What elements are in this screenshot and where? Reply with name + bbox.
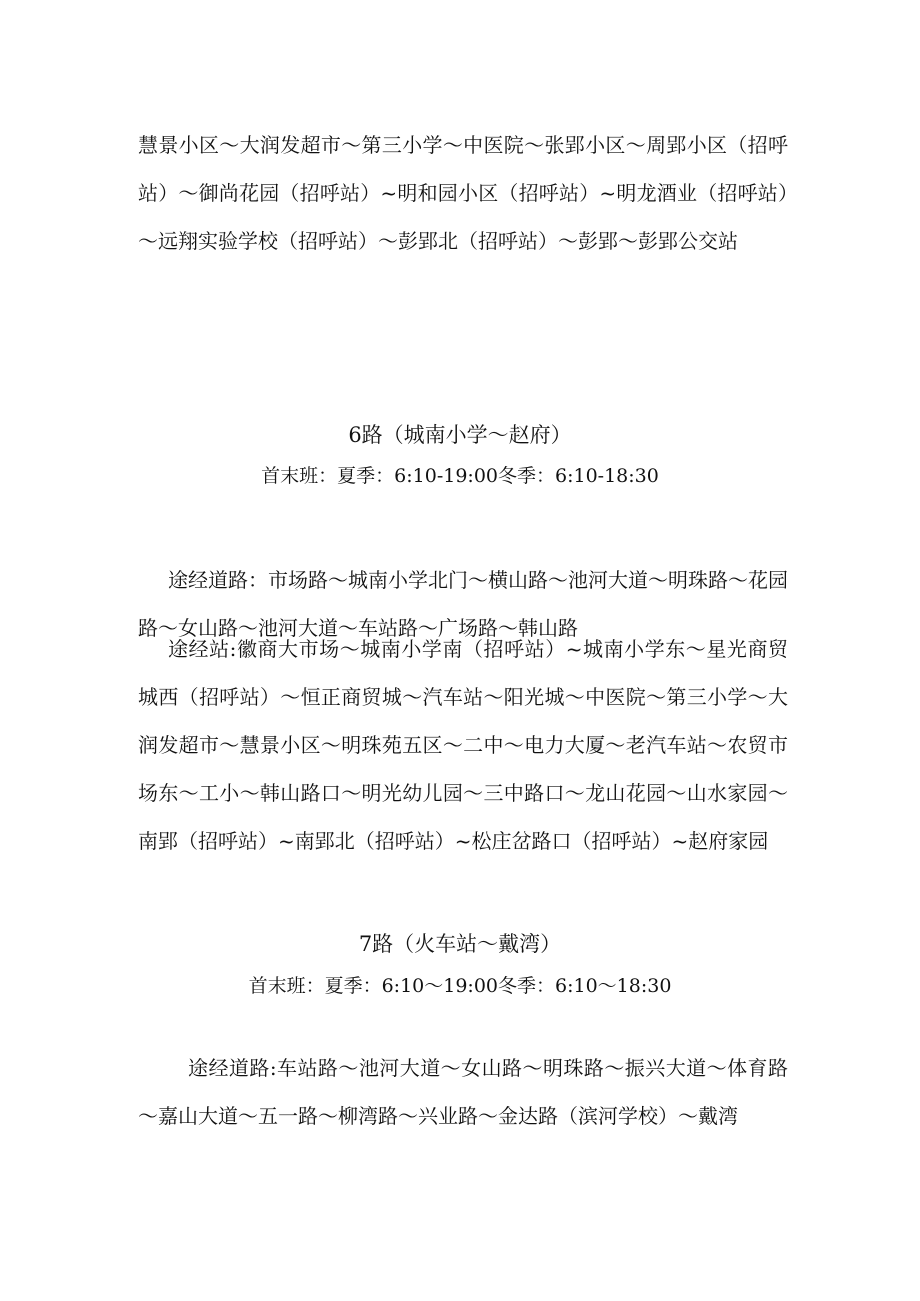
route6-schedule: 首末班：夏季：6:10-19:00冬季：6:10-18:30 [261, 465, 659, 487]
route7-title: 7路（火车站～戴湾） [358, 932, 562, 956]
route5-stations-continued: 慧景小区～大润发超市～第三小学～中医院～张郢小区～周郢小区（招呼站）～御尚花园（招呼站）~明和园小区（招呼站）~明龙酒业（招呼站）～远翔实验学校（招呼站）～彭郢北（招呼站）～彭郢～彭郢公交站 [138, 133, 788, 253]
route6-stations: 途经站:徽商大市场～城南小学南（招呼站）~城南小学东～星光商贸城西（招呼站）～恒正商贸城～汽车站～阳光城～中医院～第三小学～大润发超市～慧景小区～明珠苑五区～二中～电力大厦～老汽车站～农贸市场东～工小～韩山路口～明光幼儿园～三中路口～龙山花园～山水家园～南郢（招呼站）~南郢北（招呼站）~松庄岔路口（招呼站）~赵府家园 [138, 637, 788, 853]
route7-roads: 途经道路:车站路～池河大道～女山路～明珠路～振兴大道～体育路～嘉山大道～五一路～柳湾路～兴业路～金达路（滨河学校）～戴湾 [138, 1056, 788, 1128]
route6-roads: 途经道路：市场路～城南小学北门～横山路～池河大道～明珠路～花园路～女山路～池河大道～车站路～广场路～韩山路 [138, 568, 788, 640]
route6-title: 6路（城南小学～赵府） [348, 423, 572, 447]
route7-schedule: 首末班：夏季：6:10～19:00冬季：6:10～18:30 [248, 975, 672, 997]
